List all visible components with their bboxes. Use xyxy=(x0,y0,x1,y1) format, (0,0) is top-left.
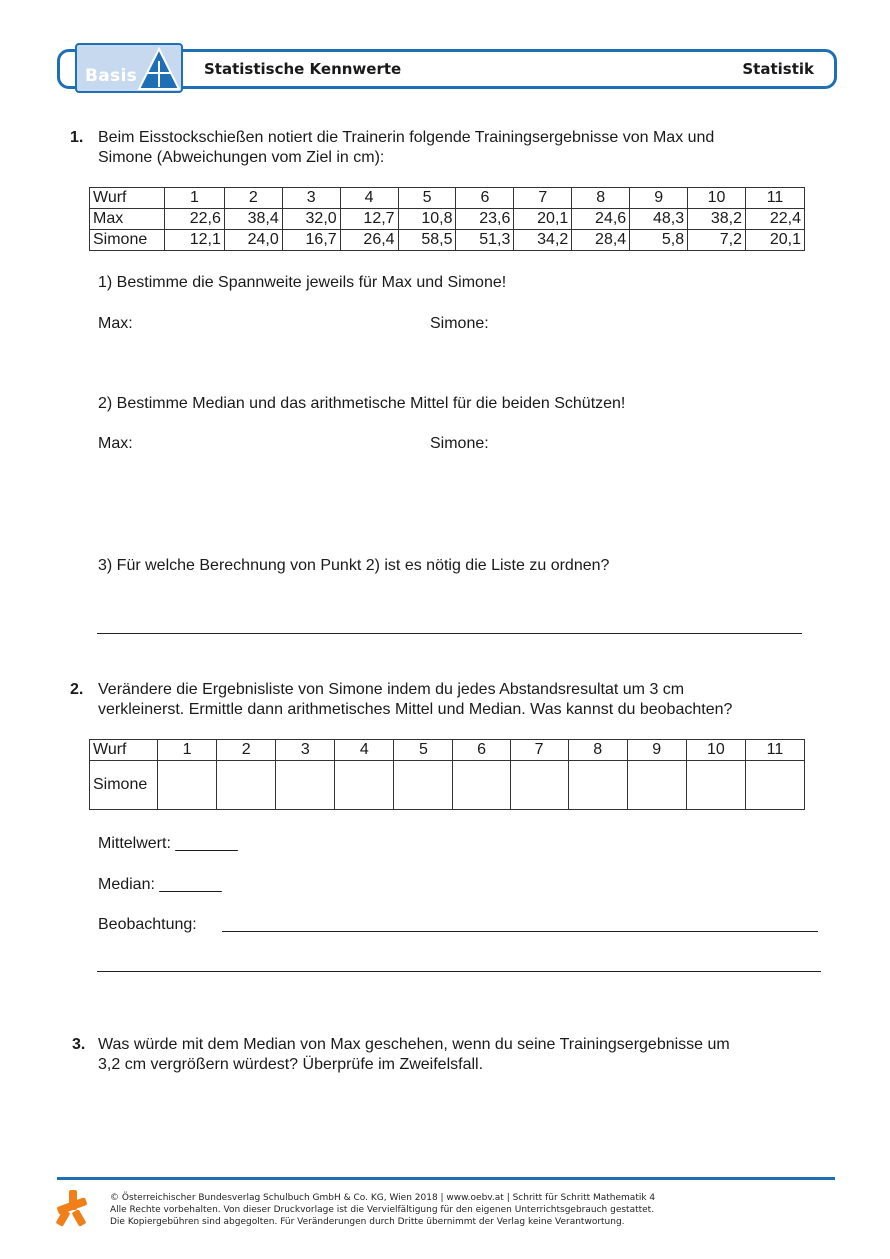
table-cell: 34,2 xyxy=(514,230,572,251)
col-header: 9 xyxy=(630,188,688,209)
empty-answer-cell[interactable] xyxy=(335,761,394,810)
question-1-1: 1) Bestimme die Spannweite jeweils für Max und Simone! xyxy=(98,274,507,291)
table-header-label: Wurf xyxy=(90,740,158,761)
q1-simone-label: Simone: xyxy=(430,315,489,332)
footer-line-3: Die Kopiergebühren sind abgegolten. Für Veränderungen durch Dritte übernimmt der Verlag keine Verantwortung. xyxy=(110,1217,625,1227)
results-table xyxy=(89,187,805,251)
page-title: Statistische Kennwerte xyxy=(204,60,402,78)
logo-text: Basis xyxy=(85,66,137,86)
col-header: 1 xyxy=(158,740,217,761)
table-header-row xyxy=(90,188,805,209)
empty-answer-cell[interactable] xyxy=(568,761,627,810)
beobachtung-label: Beobachtung: xyxy=(98,916,197,933)
table-row-simone xyxy=(90,761,805,810)
col-header: 7 xyxy=(514,188,572,209)
task-3-number: 3. xyxy=(72,1036,86,1053)
col-header: 2 xyxy=(217,740,276,761)
table-cell: 12,7 xyxy=(340,209,398,230)
answer-line xyxy=(97,633,802,634)
table-row-simone xyxy=(90,230,805,251)
mittelwert-label: Mittelwert: _______ xyxy=(98,835,238,852)
table-header-row xyxy=(90,740,805,761)
q1-max-label: Max: xyxy=(98,315,133,332)
col-header: 11 xyxy=(746,188,805,209)
table-cell: 22,6 xyxy=(164,209,224,230)
footer-line-2: Alle Rechte vorbehalten. Von dieser Druckvorlage ist die Vervielfältigung für den eigenen Unterrichtsgebrauch gestattet. xyxy=(110,1205,655,1215)
table-cell: 10,8 xyxy=(398,209,456,230)
table-cell: 24,6 xyxy=(572,209,630,230)
table-cell: 24,0 xyxy=(224,230,282,251)
table-cell: 32,0 xyxy=(282,209,340,230)
section-label: Statistik xyxy=(742,60,814,78)
col-header: 3 xyxy=(282,188,340,209)
col-header: 4 xyxy=(335,740,394,761)
table-cell: 7,2 xyxy=(688,230,746,251)
publisher-logo-icon xyxy=(55,1188,91,1228)
footer-line xyxy=(57,1177,835,1180)
question-1-2: 2) Bestimme Median und das arithmetische Mittel für die beiden Schützen! xyxy=(98,395,626,412)
empty-answer-cell[interactable] xyxy=(686,761,745,810)
table-cell: 5,8 xyxy=(630,230,688,251)
col-header: 10 xyxy=(688,188,746,209)
table-cell: 12,1 xyxy=(164,230,224,251)
col-header: 5 xyxy=(398,188,456,209)
table-header-label: Wurf xyxy=(90,188,165,209)
col-header: 5 xyxy=(394,740,453,761)
simone-adjusted-table xyxy=(89,739,805,810)
median-label: Median: _______ xyxy=(98,876,222,893)
empty-answer-cell[interactable] xyxy=(394,761,453,810)
table-cell: 16,7 xyxy=(282,230,340,251)
col-header: 7 xyxy=(510,740,568,761)
footer-line-1: © Österreichischer Bundesverlag Schulbuch GmbH & Co. KG, Wien 2018 | www.oebv.at | Schritt für Schritt Mathematik 4 xyxy=(110,1193,656,1203)
empty-answer-cell[interactable] xyxy=(158,761,217,810)
col-header: 9 xyxy=(627,740,686,761)
row-label: Max xyxy=(90,209,165,230)
table-row-max xyxy=(90,209,805,230)
footer-copyright xyxy=(110,1192,655,1228)
table-cell: 38,4 xyxy=(224,209,282,230)
row-label: Simone xyxy=(90,230,165,251)
table-cell: 22,4 xyxy=(746,209,805,230)
empty-answer-cell[interactable] xyxy=(453,761,510,810)
col-header: 6 xyxy=(456,188,514,209)
task-2-text-line1: Verändere die Ergebnisliste von Simone indem du jedes Abstandsresultat um 3 cm xyxy=(98,681,685,698)
task-2-number: 2. xyxy=(70,681,84,698)
task-3-text-line2: 3,2 cm vergrößern würdest? Überprüfe im Zweifelsfall. xyxy=(98,1056,484,1073)
row-label: Simone xyxy=(90,761,158,810)
table-cell: 58,5 xyxy=(398,230,456,251)
table-cell: 26,4 xyxy=(340,230,398,251)
col-header: 10 xyxy=(686,740,745,761)
col-header: 6 xyxy=(453,740,510,761)
table-cell: 20,1 xyxy=(514,209,572,230)
empty-answer-cell[interactable] xyxy=(627,761,686,810)
answer-line xyxy=(222,931,818,932)
answer-line xyxy=(97,971,821,972)
triangle-logo-icon xyxy=(137,47,181,91)
task-3-text-line1: Was würde mit dem Median von Max geschehen, wenn du seine Trainingsergebnisse um xyxy=(98,1036,730,1053)
empty-answer-cell[interactable] xyxy=(510,761,568,810)
task-2-text-line2: verkleinerst. Ermittle dann arithmetisches Mittel und Median. Was kannst du beobachten? xyxy=(98,701,733,718)
q2-simone-label: Simone: xyxy=(430,435,489,452)
col-header: 11 xyxy=(745,740,804,761)
task-1-text-line1: Beim Eisstockschießen notiert die Trainerin folgende Trainingsergebnisse von Max und xyxy=(98,129,715,146)
col-header: 8 xyxy=(572,188,630,209)
task-1-text-line2: Simone (Abweichungen vom Ziel in cm): xyxy=(98,149,385,166)
col-header: 3 xyxy=(276,740,335,761)
task-1-number: 1. xyxy=(70,129,84,146)
empty-answer-cell[interactable] xyxy=(745,761,804,810)
q2-max-label: Max: xyxy=(98,435,133,452)
col-header: 1 xyxy=(164,188,224,209)
question-1-3: 3) Für welche Berechnung von Punkt 2) ist es nötig die Liste zu ordnen? xyxy=(98,557,610,574)
col-header: 4 xyxy=(340,188,398,209)
empty-answer-cell[interactable] xyxy=(276,761,335,810)
table-cell: 48,3 xyxy=(630,209,688,230)
table-cell: 38,2 xyxy=(688,209,746,230)
table-cell: 20,1 xyxy=(746,230,805,251)
table-cell: 28,4 xyxy=(572,230,630,251)
table-cell: 23,6 xyxy=(456,209,514,230)
empty-answer-cell[interactable] xyxy=(217,761,276,810)
col-header: 8 xyxy=(568,740,627,761)
col-header: 2 xyxy=(224,188,282,209)
table-cell: 51,3 xyxy=(456,230,514,251)
basis-logo xyxy=(75,43,183,93)
